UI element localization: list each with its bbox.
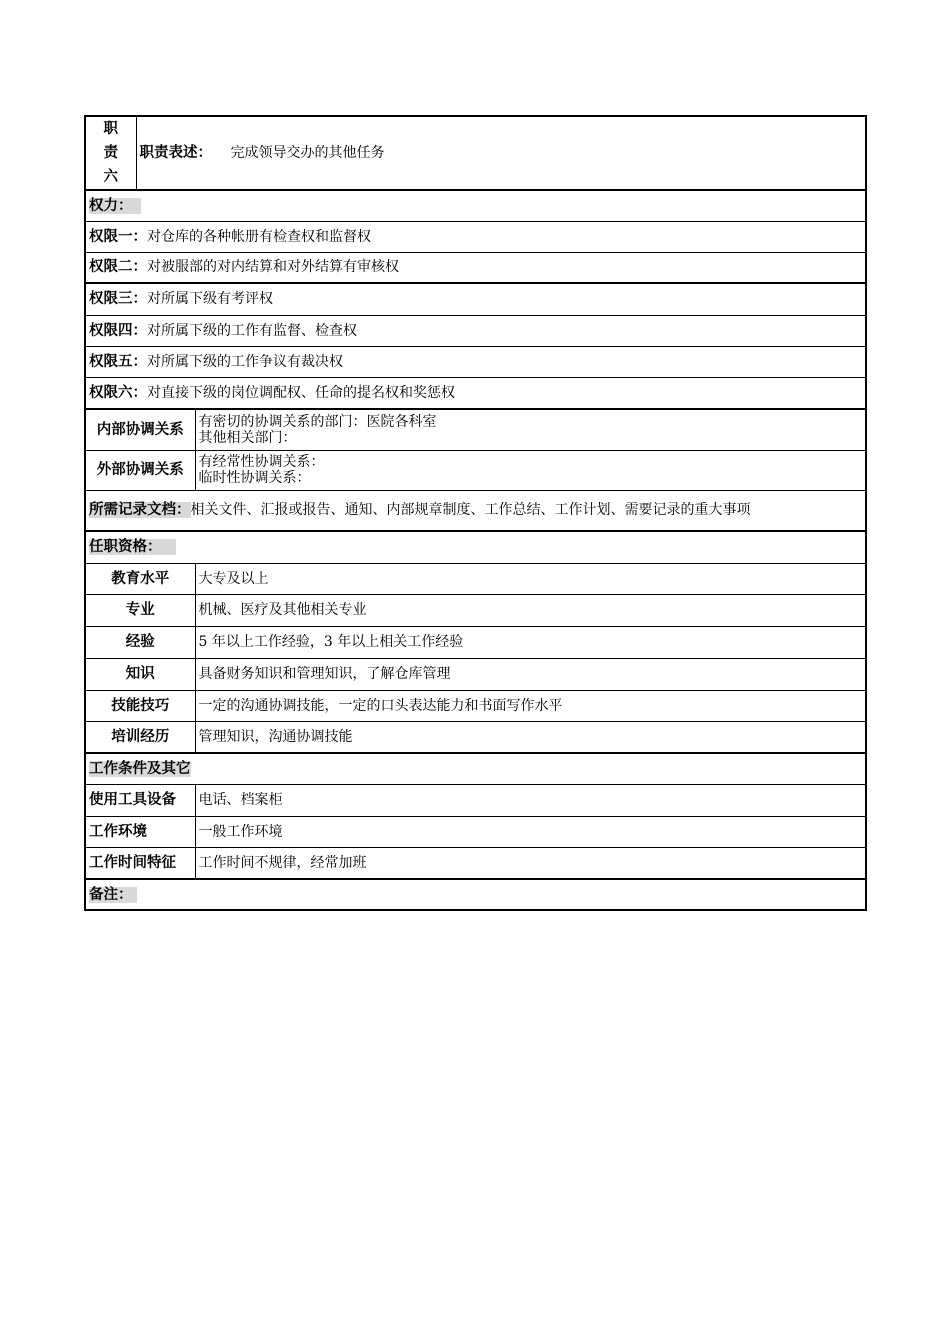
authority-row bbox=[85, 377, 866, 409]
condition-row bbox=[85, 816, 866, 847]
duty-table bbox=[84, 115, 867, 911]
duty6-text: 完成领导交办的其他任务 bbox=[230, 145, 385, 161]
qualifications-title: 任职资格： bbox=[89, 539, 176, 555]
authority-text-2: 对被服部的对内结算和对外结算有审核权 bbox=[147, 259, 399, 276]
authority-row bbox=[85, 346, 866, 377]
duty6-side-label bbox=[85, 116, 136, 190]
internal-relations-row bbox=[85, 409, 866, 450]
condition-value: 工作时间不规律，经常加班 bbox=[195, 847, 866, 879]
internal-relations-line1: 有密切的协调关系的部门：医院各科室 bbox=[198, 413, 437, 430]
qualification-value: 管理知识，沟通协调技能 bbox=[195, 721, 866, 753]
qualification-value: 大专及以上 bbox=[195, 563, 866, 594]
qualification-value: 5 年以上工作经验，3 年以上相关工作经验 bbox=[195, 626, 866, 658]
authority-label-5: 权限五： bbox=[89, 353, 147, 370]
duty6-char-1: 职 bbox=[103, 121, 118, 137]
job-description-table bbox=[84, 115, 865, 911]
conditions-title: 工作条件及其它 bbox=[89, 760, 191, 777]
qualification-row bbox=[85, 721, 866, 753]
external-relations-line1: 有经常性协调关系： bbox=[198, 454, 325, 470]
authority-row bbox=[85, 221, 866, 252]
authority-text-4: 对所属下级的工作有监督、检查权 bbox=[147, 322, 357, 339]
authority-label-6: 权限六： bbox=[89, 384, 147, 401]
records-label: 所需记录文档： bbox=[89, 501, 191, 518]
external-relations-content bbox=[195, 450, 866, 490]
authority-title-row bbox=[85, 190, 866, 221]
condition-label: 工作时间特征 bbox=[85, 847, 195, 879]
qualification-row bbox=[85, 658, 866, 690]
qualification-label: 技能技巧 bbox=[85, 690, 195, 721]
qualification-value: 机械、医疗及其他相关专业 bbox=[195, 594, 866, 626]
duty6-content bbox=[136, 116, 866, 190]
duty6-row bbox=[85, 116, 866, 190]
authority-label-3: 权限三： bbox=[89, 291, 147, 308]
authority-label-2: 权限二： bbox=[89, 259, 147, 276]
authority-text-5: 对所属下级的工作争议有裁决权 bbox=[147, 353, 343, 370]
condition-row bbox=[85, 847, 866, 879]
external-relations-label: 外部协调关系 bbox=[85, 450, 195, 490]
qualification-row bbox=[85, 690, 866, 721]
authority-label-1: 权限一： bbox=[89, 228, 147, 245]
condition-value: 电话、档案柜 bbox=[195, 784, 866, 816]
authority-text-1: 对仓库的各种帐册有检查权和监督权 bbox=[147, 228, 371, 245]
qualification-label: 经验 bbox=[85, 626, 195, 658]
authority-row bbox=[85, 315, 866, 346]
external-relations-line2: 临时性协调关系： bbox=[198, 470, 311, 486]
authority-row bbox=[85, 252, 866, 283]
qualification-label: 专业 bbox=[85, 594, 195, 626]
internal-relations-content bbox=[195, 409, 866, 450]
conditions-title-row bbox=[85, 753, 866, 784]
internal-relations-label: 内部协调关系 bbox=[85, 409, 195, 450]
qualification-label: 知识 bbox=[85, 658, 195, 690]
authority-text-6: 对直接下级的岗位调配权、任命的提名权和奖惩权 bbox=[147, 384, 455, 401]
duty6-label: 职责表述： bbox=[139, 145, 212, 161]
records-text: 相关文件、汇报或报告、通知、内部规章制度、工作总结、工作计划、需要记录的重大事项 bbox=[190, 501, 751, 518]
external-relations-row bbox=[85, 450, 866, 490]
notes-title: 备注： bbox=[89, 887, 137, 903]
authority-text-3: 对所属下级有考评权 bbox=[147, 291, 273, 308]
qualification-value: 具备财务知识和管理知识，了解仓库管理 bbox=[195, 658, 866, 690]
qualification-row bbox=[85, 563, 866, 594]
condition-value: 一般工作环境 bbox=[195, 816, 866, 847]
notes-row bbox=[85, 879, 866, 910]
duty6-char-2: 责 bbox=[103, 145, 118, 161]
qualifications-title-row bbox=[85, 531, 866, 563]
qualification-label: 培训经历 bbox=[85, 721, 195, 753]
qualification-label: 教育水平 bbox=[85, 563, 195, 594]
internal-relations-line2: 其他相关部门： bbox=[198, 429, 297, 446]
qualification-row bbox=[85, 594, 866, 626]
condition-label: 工作环境 bbox=[85, 816, 195, 847]
records-row bbox=[85, 490, 866, 531]
authority-row bbox=[85, 283, 866, 315]
duty6-char-3: 六 bbox=[103, 169, 118, 185]
qualification-value: 一定的沟通协调技能，一定的口头表达能力和书面写作水平 bbox=[195, 690, 866, 721]
qualification-row bbox=[85, 626, 866, 658]
authority-title: 权力： bbox=[89, 198, 141, 214]
condition-row bbox=[85, 784, 866, 816]
condition-label: 使用工具设备 bbox=[85, 784, 195, 816]
authority-label-4: 权限四： bbox=[89, 322, 147, 339]
